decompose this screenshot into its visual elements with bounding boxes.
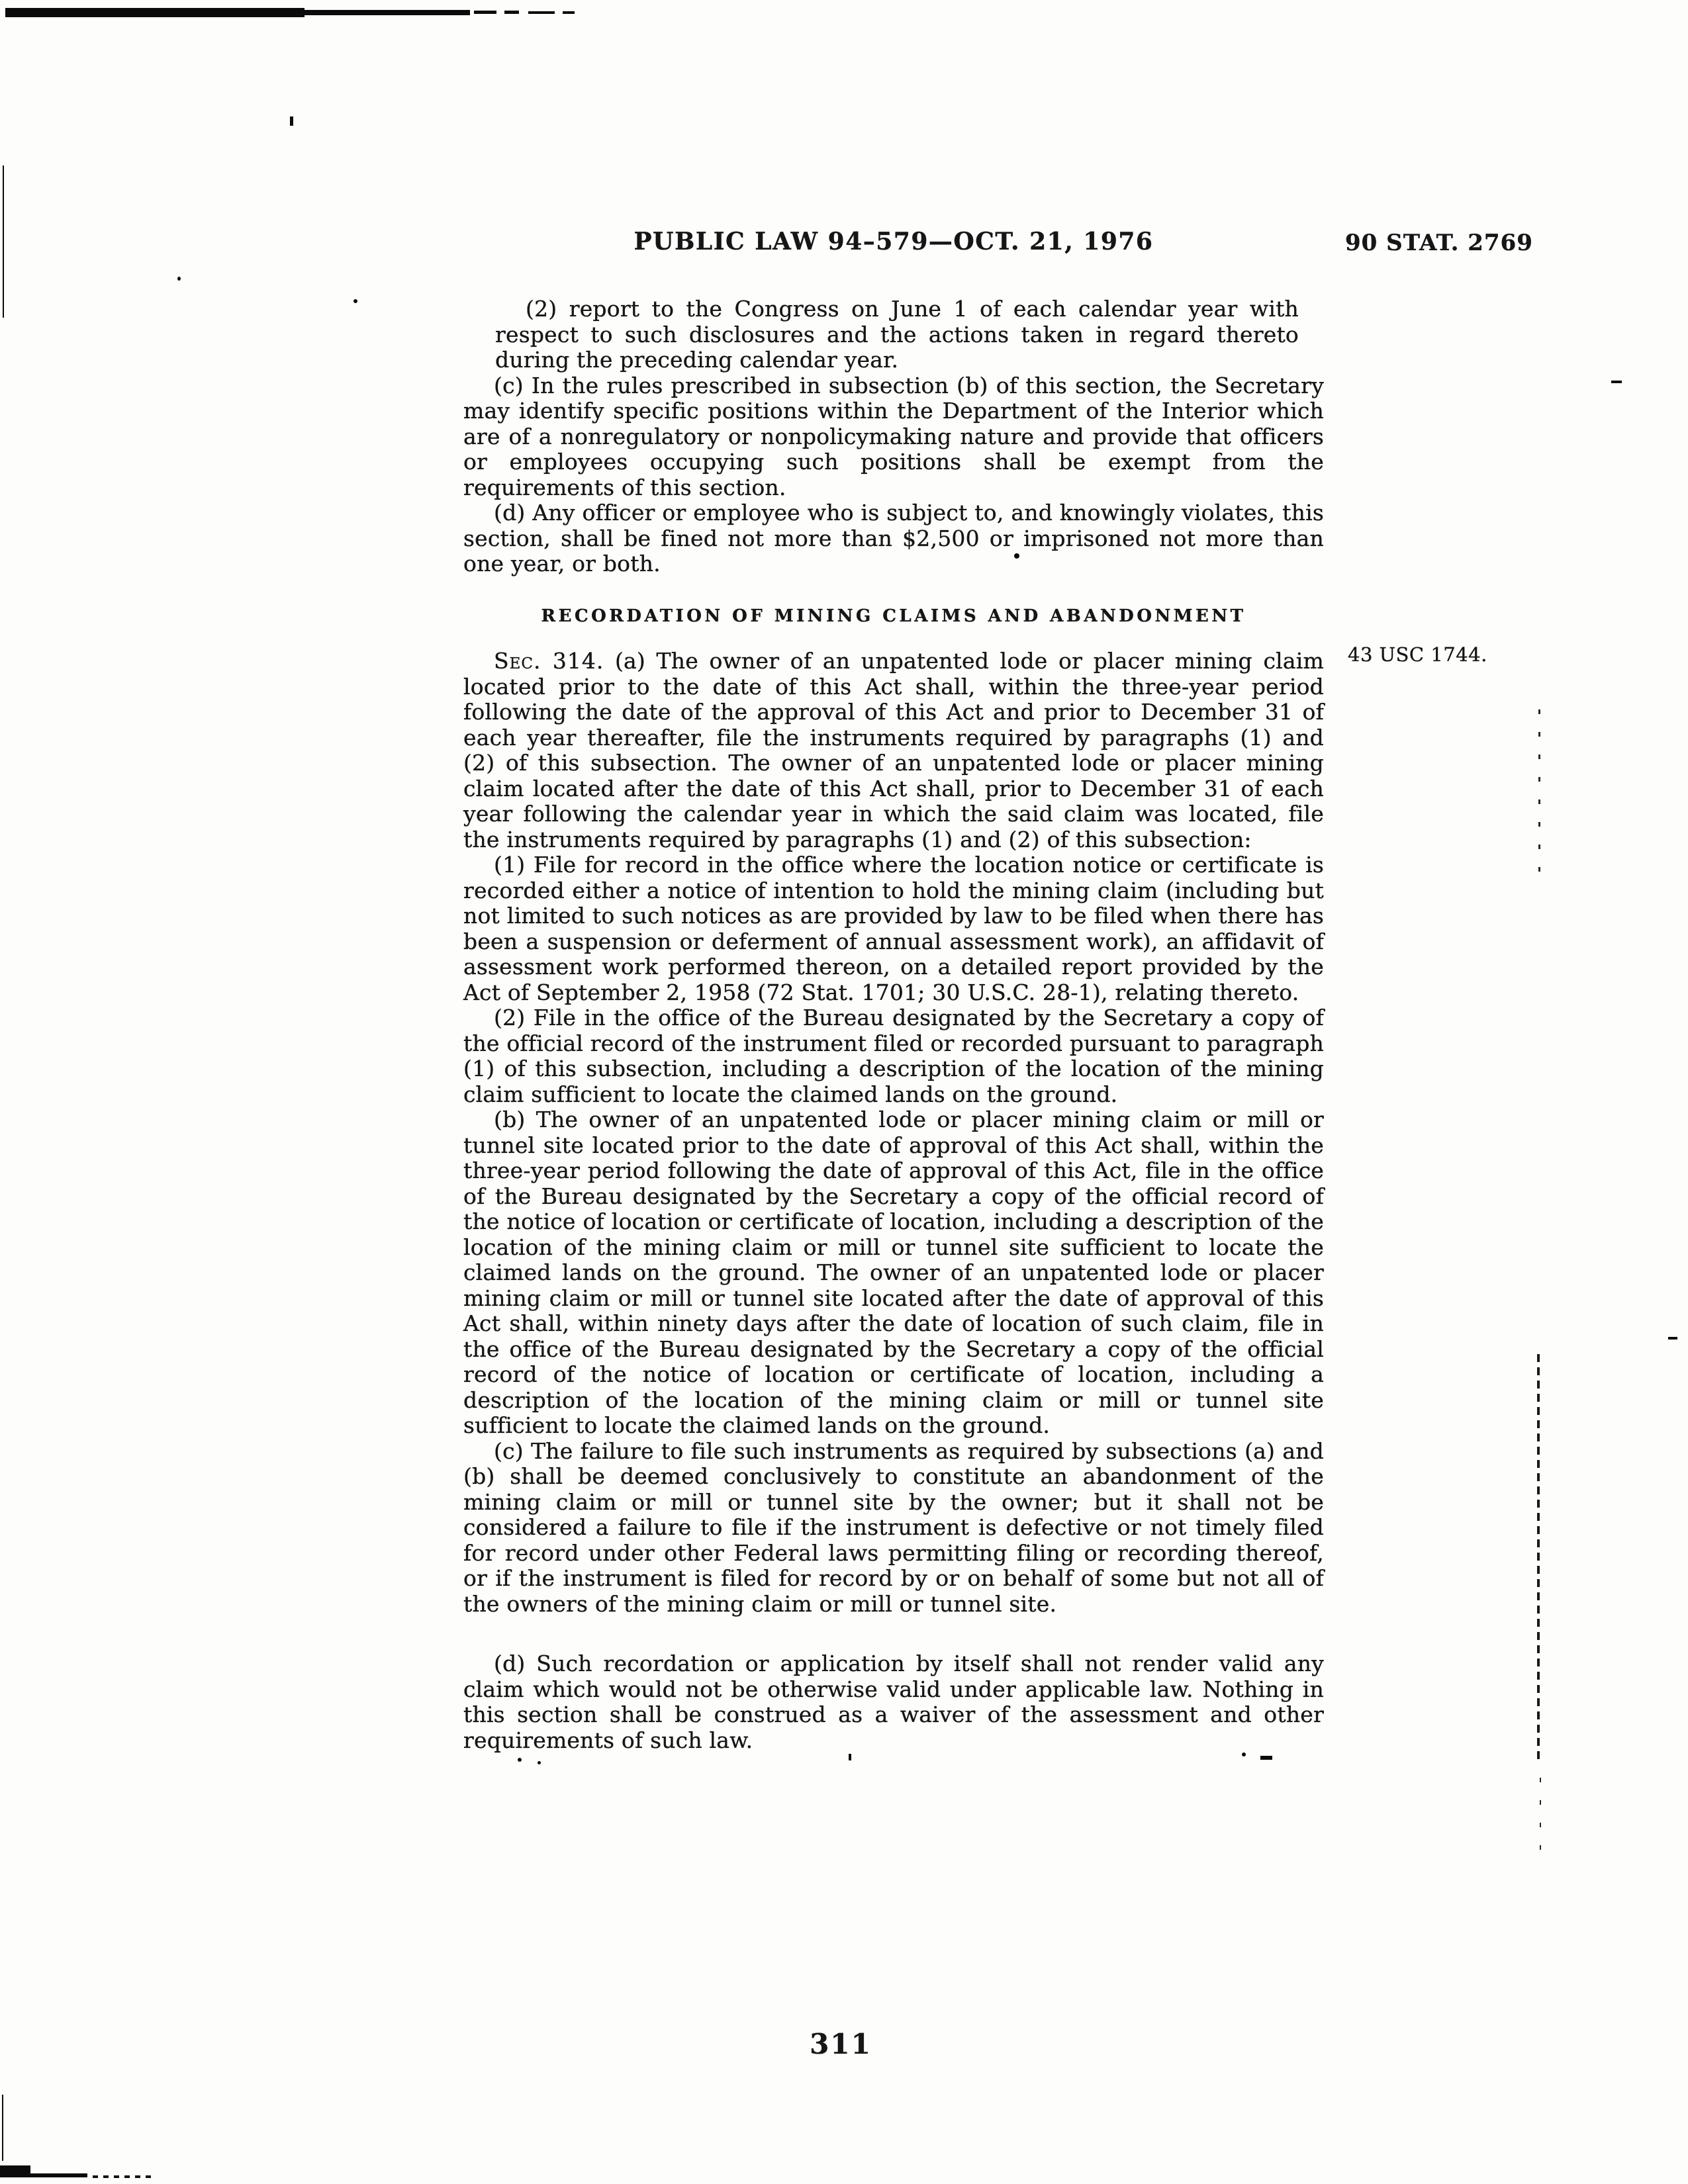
scan-artifact-top-bar-thin xyxy=(303,10,470,15)
scan-artifact-bottom-dots xyxy=(93,2175,154,2178)
scan-artifact-speck xyxy=(538,1761,541,1764)
scan-artifact-top-dash xyxy=(528,11,555,14)
scan-artifact-speck xyxy=(1260,1756,1272,1760)
margin-note-usc-citation: 43 USC 1744. xyxy=(1348,643,1487,666)
scan-artifact-right-dashed-line xyxy=(1538,709,1540,883)
scan-artifact-speck xyxy=(518,1758,522,1762)
paragraph-item-2-file-bureau: (2) File in the office of the Bureau designated by the Secretary a copy of the official record of the instrument filed or recorded pursuant to paragraph (1) of this subsection, including a description of the location of the mining claim sufficient to locate the claimed lands on the ground. xyxy=(463,1005,1324,1107)
paragraph-2-report-congress: (2) report to the Congress on June 1 of each calendar year with respect to such disclosures and the actions taken in regard thereto during the preceding calendar year. xyxy=(495,296,1299,373)
scan-artifact-top-dash xyxy=(504,11,519,14)
scan-artifact-speck xyxy=(849,1754,851,1760)
section-number-lead: Sec. 314. xyxy=(494,648,604,674)
scan-artifact-left-line xyxy=(3,165,4,318)
paragraph-item-1-file-record: (1) File for record in the office where the location notice or certificate is recorded either a notice of intention to hold the mining claim (including but not limited to such notices as are provided by law to be filed when there has been a suspension or deferment of annual assessment work), an affidavit of assessment work performed thereon, on a detailed report provided by the Act of September 2, 1958 (72 Stat. 1701; 30 U.S.C. 28-1), relating thereto. xyxy=(463,852,1324,1005)
paragraph-b-owner-filing: (b) The owner of an unpatented lode or placer mining claim or mill or tunnel site located prior to the date of approval of this Act shall, within the three-year period following the date of approval of this Act, file in the office of the Bureau designated by the Secretary a copy of the official record of the notice of location or certificate of location, including a description of the location of the mining claim or mill or tunnel site sufficient to locate the claimed lands on the ground. The owner of an unpatented lode or placer mining claim or mill or tunnel site located after the date of approval of this Act shall, within ninety days after the date of location of such claim, file in the office of the Bureau designated by the Secretary a copy of the official record of the notice of location or certificate of location, including a description of the location of the mining claim or mill or tunnel site sufficient to locate the claimed lands on the ground. xyxy=(463,1107,1324,1438)
paragraph-d-officer-penalty: (d) Any officer or employee who is subject to, and knowingly violates, this section, shall be fined not more than $2,500 or imprisoned not more than one year, or both. xyxy=(463,500,1324,576)
scan-artifact-speck xyxy=(1611,381,1622,383)
scan-artifact-speck xyxy=(177,277,181,281)
paragraph-sec-314-a-text: (a) The owner of an unpatented lode or placer mining claim located prior to the date of this Act shall, within the three-year period following the date of the approval of this Act and prior to December 31 of each year thereafter, file the instruments required by paragraphs (1) and (2) of this subsection. The owner of an unpatented lode or placer mining claim located after the date of this Act shall, prior to December 31 of each year following the calendar year in which the said claim was located, file the instruments required by paragraphs (1) and (2) of this subsection: xyxy=(463,648,1325,852)
scan-artifact-speck xyxy=(353,299,357,303)
scan-artifact-top-dash xyxy=(563,11,575,14)
scan-artifact-speck xyxy=(1668,1337,1677,1340)
scan-artifact-right-dashed-line xyxy=(1540,1778,1541,1857)
paragraph-sec-314-a xyxy=(463,649,1324,852)
statute-text-column xyxy=(463,296,1324,1753)
page-number: 311 xyxy=(810,2028,872,2060)
scan-artifact-speck xyxy=(290,116,293,126)
section-heading-recordation: RECORDATION OF MINING CLAIMS AND ABANDONMENT xyxy=(541,606,1246,626)
scan-artifact-bottom-bar-thin xyxy=(0,2173,87,2177)
running-head-law-title: PUBLIC LAW 94–579—OCT. 21, 1976 xyxy=(633,228,1154,255)
running-head-stat-citation: 90 STAT. 2769 xyxy=(1345,230,1533,256)
scan-artifact-right-dashed-line xyxy=(1537,1354,1540,1764)
paragraph-c-failure-abandonment: (c) The failure to file such instruments as required by subsections (a) and (b) shall be deemed conclusively to constitute an abandonment of the mining claim or mill or tunnel site by the owner; but it shall not be considered a failure to file if the instrument is defective or not timely filed for record under other Federal laws permitting filing or recording thereof, or if the instrument is filed for record by or on behalf of some but not all of the owners of the mining claim or mill or tunnel site. xyxy=(463,1437,1324,1617)
scan-artifact-left-line xyxy=(2,2095,3,2161)
paragraph-d-recordation-validity: (d) Such recordation or application by itself shall not render valid any claim which would not be otherwise valid under applicable law. Nothing in this section shall be construed as a waiver of the assessment and other requirements of such law. xyxy=(463,1651,1324,1753)
scan-artifact-top-dash xyxy=(474,11,496,14)
paragraph-c-rules: (c) In the rules prescribed in subsection (b) of this section, the Secretary may identify specific positions within the Department of the Interior which are of a nonregulatory or nonpolicymaking nature and provide that officers or employees occupying such positions shall be exempt from the requirements of this section. xyxy=(463,372,1324,500)
scan-artifact-top-bar xyxy=(5,8,305,17)
